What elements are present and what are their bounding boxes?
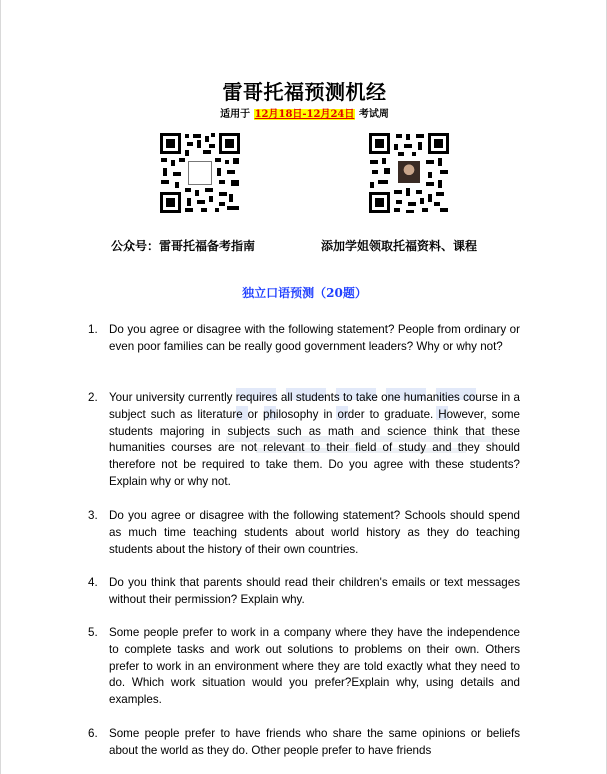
document-title: 雷哥托福预测机经 xyxy=(222,80,387,104)
question-text: Some people prefer to work in a company where they have the independence to complete tasks and work out solutions to problems on their own. Others prefer to work in an environment where they are told exactly what they need to do. Which work situation would you prefer?Explain why, using details and examples. xyxy=(109,626,520,707)
question-number: 6. xyxy=(88,727,98,740)
question-item xyxy=(88,726,520,760)
qr-logo-icon xyxy=(188,161,212,185)
contact-caption: 添加学姐领取托福资料、课程 xyxy=(321,239,478,253)
question-number: 3. xyxy=(88,509,98,522)
subtitle-suffix: 考试周 xyxy=(358,109,389,120)
question-item xyxy=(88,322,520,356)
question-text: Do you agree or disagree with the following statement? People from ordinary or even poor families can be really good government leaders? Why or why not? xyxy=(109,323,520,353)
wechat-account-caption: 公众号：雷哥托福备考指南 xyxy=(111,239,256,253)
subtitle-prefix: 适用于 xyxy=(220,109,251,120)
question-item xyxy=(88,575,520,609)
question-item xyxy=(88,508,520,558)
date-range-highlight: 12月18日-12月24日 xyxy=(254,109,355,120)
question-text: Your university currently requires all students to take one humanities course in a subject such as literature or philosophy in order to graduate. However, some students majoring in subjects such as math and science think that these humanities courses are not relevant to their field of study and they should therefore not be required to take them. Do you agree with these students? Explain why or why not. xyxy=(109,391,520,488)
avatar-icon xyxy=(397,160,421,184)
question-text: Some people prefer to have friends who share the same opinions or beliefs about the world as they do. Other people prefer to have friends xyxy=(109,727,520,757)
exam-week-subtitle xyxy=(1,105,607,120)
qr-code-contact xyxy=(367,131,451,215)
question-number: 1. xyxy=(88,323,98,336)
question-text: Do you agree or disagree with the following statement? Schools should spend as much time teaching students about world history as they do teaching students about the history of their own countries. xyxy=(109,509,520,556)
question-number: 4. xyxy=(88,576,98,589)
question-text: Do you think that parents should read their children's emails or text messages without their permission? Explain why. xyxy=(109,576,520,606)
question-number: 5. xyxy=(88,626,98,639)
question-item xyxy=(88,390,520,491)
section-title: 独立口语预测（20题） xyxy=(242,286,367,300)
qr-code-wechat-account xyxy=(158,131,242,215)
question-number: 2. xyxy=(88,391,98,404)
question-item xyxy=(88,625,520,709)
